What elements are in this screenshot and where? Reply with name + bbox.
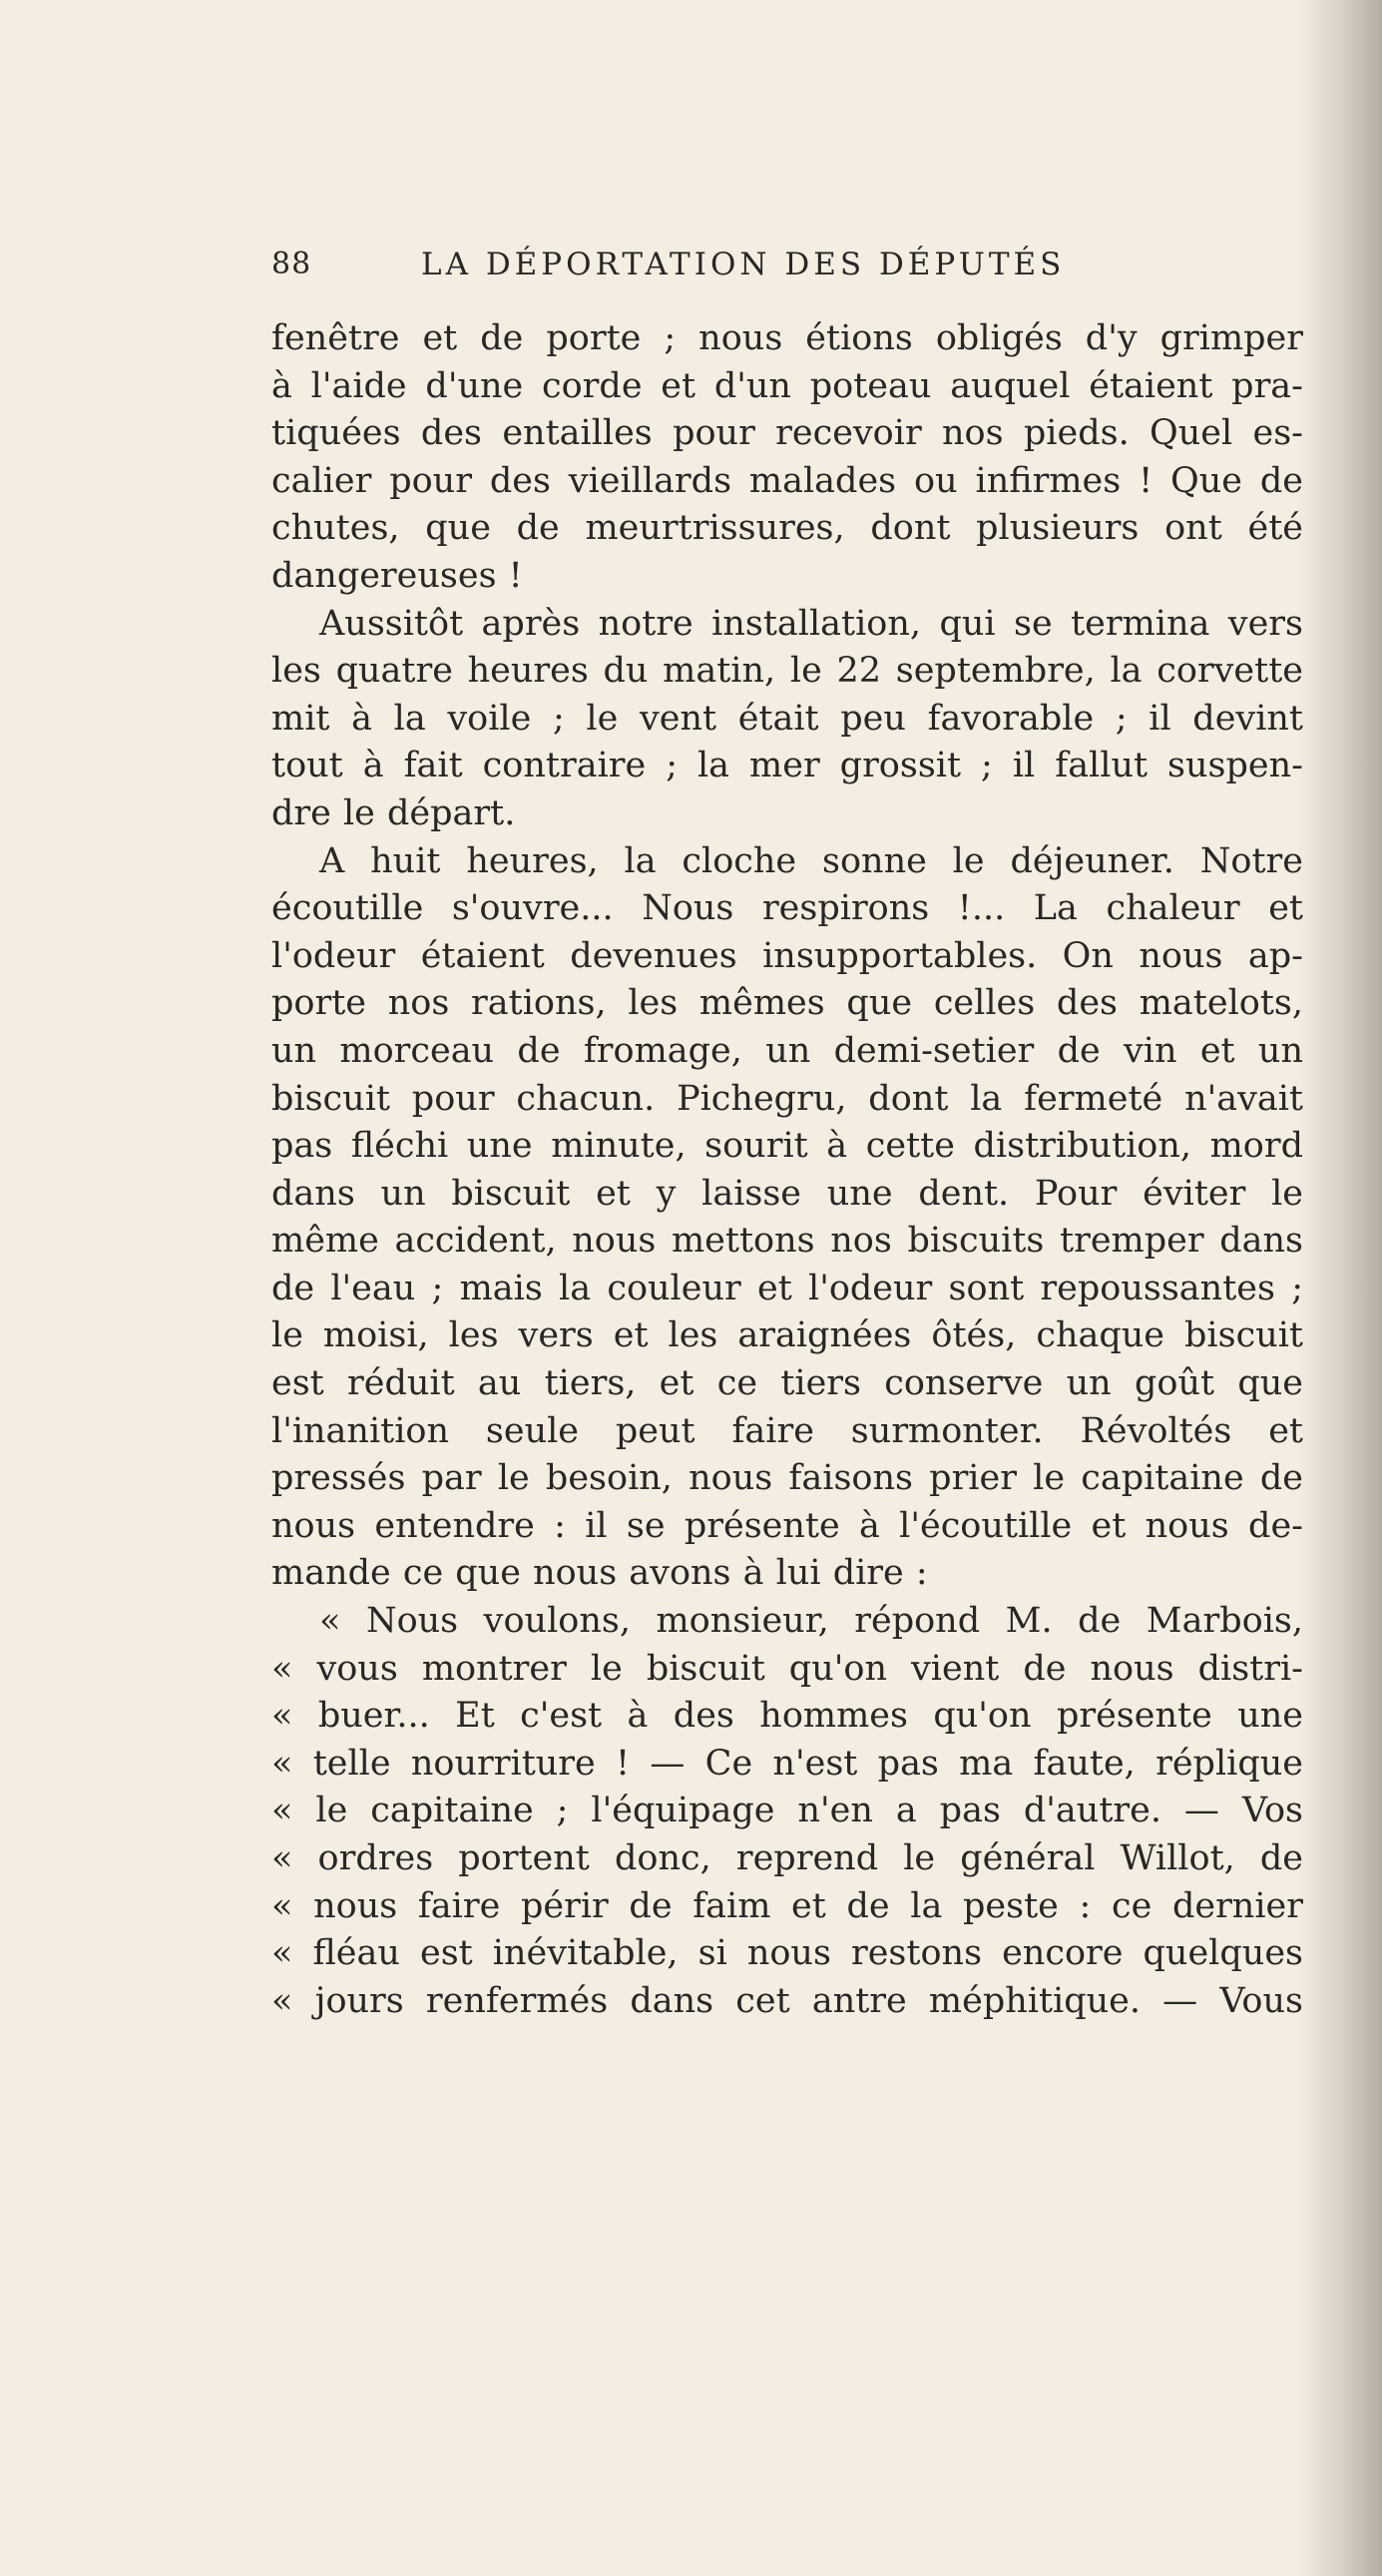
text-line: « le capitaine ; l'équipage n'en a pas d'autre. — Vos — [271, 1791, 1303, 1831]
text-line: un morceau de fromage, un demi-setier de vin et un — [271, 1030, 1303, 1071]
body-text — [271, 315, 1303, 2025]
text-line: « vous montrer le biscuit qu'on vient de nous distri- — [271, 1648, 1303, 1689]
running-title: LA DÉPORTATION DES DÉPUTÉS — [421, 247, 1066, 282]
text-line: « buer... Et c'est à des hommes qu'on présente une — [271, 1696, 1303, 1737]
text-line: les quatre heures du matin, le 22 septembre, la corvette — [271, 651, 1303, 692]
text-line: l'inanition seule peut faire surmonter. Révoltés et — [271, 1410, 1303, 1451]
text-line: biscuit pour chacun. Pichegru, dont la fermeté n'avait — [271, 1078, 1303, 1119]
text-line: A huit heures, la cloche sonne le déjeuner. Notre — [319, 840, 1303, 881]
text-line: même accident, nous mettons nos biscuits tremper dans — [271, 1221, 1303, 1262]
text-line: à l'aide d'une corde et d'un poteau auquel étaient pra- — [271, 365, 1303, 406]
text-line: tout à fait contraire ; la mer grossit ; il fallut suspen- — [271, 746, 1303, 786]
text-line: mit à la voile ; le vent était peu favorable ; il devint — [271, 698, 1303, 739]
text-line: pas fléchi une minute, sourit à cette distribution, mord — [271, 1126, 1303, 1167]
text-line: porte nos rations, les mêmes que celles des matelots, — [271, 983, 1303, 1024]
text-line: « ordres portent donc, reprend le général Willot, de — [271, 1838, 1303, 1878]
text-line: Aussitôt après notre installation, qui se termina vers — [319, 603, 1303, 644]
text-line: fenêtre et de porte ; nous étions obligés d'y grimper — [271, 318, 1303, 358]
text-line: écoutille s'ouvre... Nous respirons !... La chaleur et — [271, 888, 1303, 929]
text-line: dangereuses ! — [271, 555, 523, 596]
text-line: pressés par le besoin, nous faisons prier le capitaine de — [271, 1458, 1303, 1499]
text-line: dre le départ. — [271, 792, 516, 833]
text-line: « fléau est inévitable, si nous restons encore quelques — [271, 1933, 1303, 1974]
text-line: « Nous voulons, monsieur, répond M. de Marbois, — [319, 1601, 1303, 1642]
text-line: de l'eau ; mais la couleur et l'odeur sont repoussantes ; — [271, 1268, 1303, 1308]
text-line: nous entendre : il se présente à l'écoutille et nous de- — [271, 1505, 1303, 1546]
text-line: tiquées des entailles pour recevoir nos pieds. Quel es- — [271, 413, 1303, 454]
text-line: « nous faire périr de faim et de la peste : ce dernier — [271, 1885, 1303, 1926]
text-line: chutes, que de meurtrissures, dont plusieurs ont été — [271, 508, 1303, 549]
text-line: mande ce que nous avons à lui dire : — [271, 1553, 928, 1594]
page-number: 88 — [271, 247, 312, 281]
text-line: le moisi, les vers et les araignées ôtés, chaque biscuit — [271, 1315, 1303, 1356]
text-line: calier pour des vieillards malades ou infirmes ! Que de — [271, 460, 1303, 501]
text-line: « telle nourriture ! — Ce n'est pas ma faute, réplique — [271, 1743, 1303, 1784]
text-line: dans un biscuit et y laisse une dent. Pour éviter le — [271, 1173, 1303, 1214]
text-line: est réduit au tiers, et ce tiers conserve un goût que — [271, 1363, 1303, 1404]
text-line: « jours renfermés dans cet antre méphitique. — Vous — [271, 1980, 1303, 2021]
text-line: l'odeur étaient devenues insupportables. On nous ap- — [271, 935, 1303, 976]
page-header — [271, 247, 1309, 296]
